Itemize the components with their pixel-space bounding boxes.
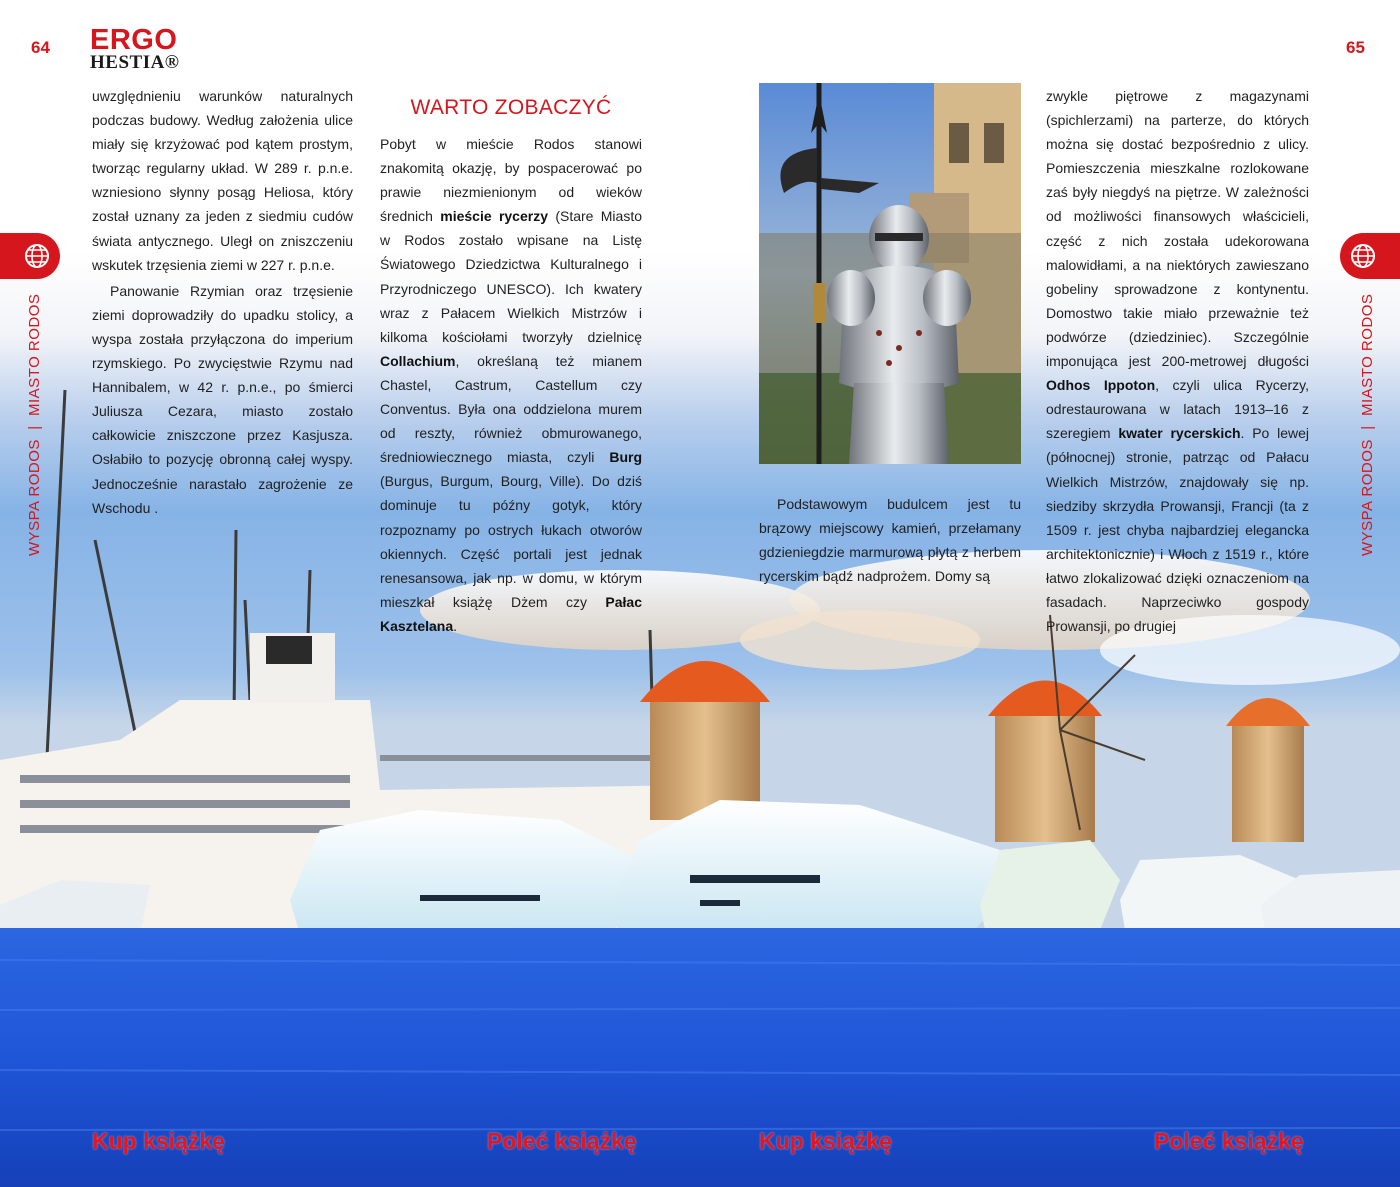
buy-book-link[interactable]: Kup książkę: [759, 1128, 892, 1154]
paragraph: [380, 132, 642, 638]
logo-line2: HESTIA®: [90, 52, 180, 73]
bold-term: kwater rycerskich: [1118, 425, 1241, 442]
text-run: (Stare Miasto w Rodos zostało wpisane na Listę Światowego Dziedzictwa Kulturalnego i Przyrodniczego UNESCO). Ich kwatery wraz z Pałacem Wielkich Mistrzów i kilkoma kościołami tworzyły dzielnicę: [380, 208, 643, 345]
page-number-right: 65: [1346, 38, 1365, 57]
bold-term: Odhos Ippoton: [1046, 377, 1156, 394]
text-run: , określaną też mianem Chastel, Castrum, Castellum czy Conventus. Była ona oddzielona murem od reszty, również obmurowanego, średniowiecznego miasta, czyli: [380, 352, 642, 466]
text-run: Pobyt w mieście Rodos stanowi znakomitą okazję, by pospacerować po prawie niezmienionym od wieków średnich: [380, 136, 642, 225]
side-label-part2: MIASTO RODOS: [1359, 293, 1376, 416]
bold-term: mieście rycerzy: [440, 208, 548, 225]
globe-icon: [23, 242, 51, 270]
paragraph: Panowanie Rzymian oraz trzęsienie ziemi doprowadziły do upadku stolicy, a wyspa została przyłączona do imperium rzymskiego. Po zwycięstwie Rzymu nad Hannibalem, w 42 r. p.n.e., po śmierci Juliusza Cezara, miasto zostało całkowicie zniszczone przez Kasjusza. Osłabiło to pozycję obronną całej wyspy. Jednocześnie narastało zagrożenie ze Wschodu .: [92, 282, 353, 516]
text-run: . Po lewej (północnej) stronie, patrząc od Pałacu Wielkich Mistrzów, znajdowały się np. siedziby skrzydła Prowansji, Francji (ta z 1509 r. jest chyba najbardziej elegancka architektonicznie) i Włoch z 1519 r., które łatwo zlokalizować dzięki oznaczeniom na fasadach. Naprzeciwko gospody Prowansji, po drugiej: [1046, 425, 1310, 635]
bold-term: Collachium: [380, 352, 456, 369]
text-column-2: [380, 132, 642, 638]
side-label-right: [1359, 294, 1376, 556]
text-column-4: [1046, 84, 1309, 638]
section-tab-right: [1340, 233, 1400, 279]
text-run: (Burgus, Burgum, Bourg, Ville). Do dziś dominuje tu późny gotyk, który rozpoznamy po ostrych łukach otworów okiennych. Część portali jest jednak renesansowa, jak np. w domu, w którym mieszkał książę Dżem czy: [380, 473, 642, 610]
logo-line1: ERGO: [90, 24, 178, 56]
bold-term: Burg: [609, 449, 642, 466]
recommend-book-link[interactable]: Poleć książkę: [487, 1128, 637, 1154]
buy-book-link[interactable]: Kup książkę: [92, 1128, 225, 1154]
text-run: , czyli ulica Rycerzy, odrestaurowana w latach 1913–16 z szeregiem: [1046, 377, 1310, 442]
paragraph: [1046, 84, 1309, 638]
ergo-hestia-logo: [90, 26, 180, 72]
side-label-part2: MIASTO RODOS: [26, 293, 43, 416]
text-run: zwykle piętrowe z magazynami (spichlerzami) na parterze, do których można się dostać bezpośrednio z ulicy. Pomieszczenia mieszkalne rozlokowane zaś były niegdyś na piętrze. W zależności od możliwości finansowych właścicieli, część z nich została udekorowana malowidłami, a na niektórych zawieszano gobeliny sprowadzone z kontynentu. Domostwo takie miało przeważnie też podwórze (dziedziniec). Szczególnie imponująca jest 200-metrowej długości: [1046, 88, 1309, 370]
section-tab-left: [0, 233, 60, 279]
side-label-separator: |: [1359, 425, 1376, 430]
side-label-separator: |: [26, 425, 43, 430]
text-run: .: [453, 617, 458, 634]
text-column-1: [92, 84, 353, 520]
globe-icon: [1349, 242, 1377, 270]
recommend-book-link[interactable]: Poleć książkę: [1154, 1128, 1304, 1154]
bold-term: Pałac Kasztelana: [380, 593, 642, 634]
text-column-3: [759, 492, 1021, 588]
side-label-left: [26, 294, 43, 556]
side-label-part1: WYSPA RODOS: [26, 439, 43, 556]
knight-armor-photo: [759, 83, 1021, 464]
paragraph: uwzględnieniu warunków naturalnych podczas budowy. Według założenia ulice miały się krzyżować pod kątem prostym, tworząc regularny układ. W 289 r. p.n.e. wzniesiono słynny posąg Heliosa, który został uznany za jeden z siedmiu cudów świata antycznego. Uległ on zniszczeniu wskutek trzęsienia ziemi w 227 r. p.n.e.: [92, 88, 353, 273]
paragraph: Podstawowym budulcem jest tu brązowy miejscowy kamień, przełamany gdzieniegdzie marmurową płytą z herbem rycerskim bądź nadprożem. Domy są: [759, 496, 1021, 585]
section-heading: WARTO ZOBACZYĆ: [410, 96, 612, 119]
side-label-part1: WYSPA RODOS: [1359, 439, 1376, 556]
page-number-left: 64: [31, 38, 50, 57]
